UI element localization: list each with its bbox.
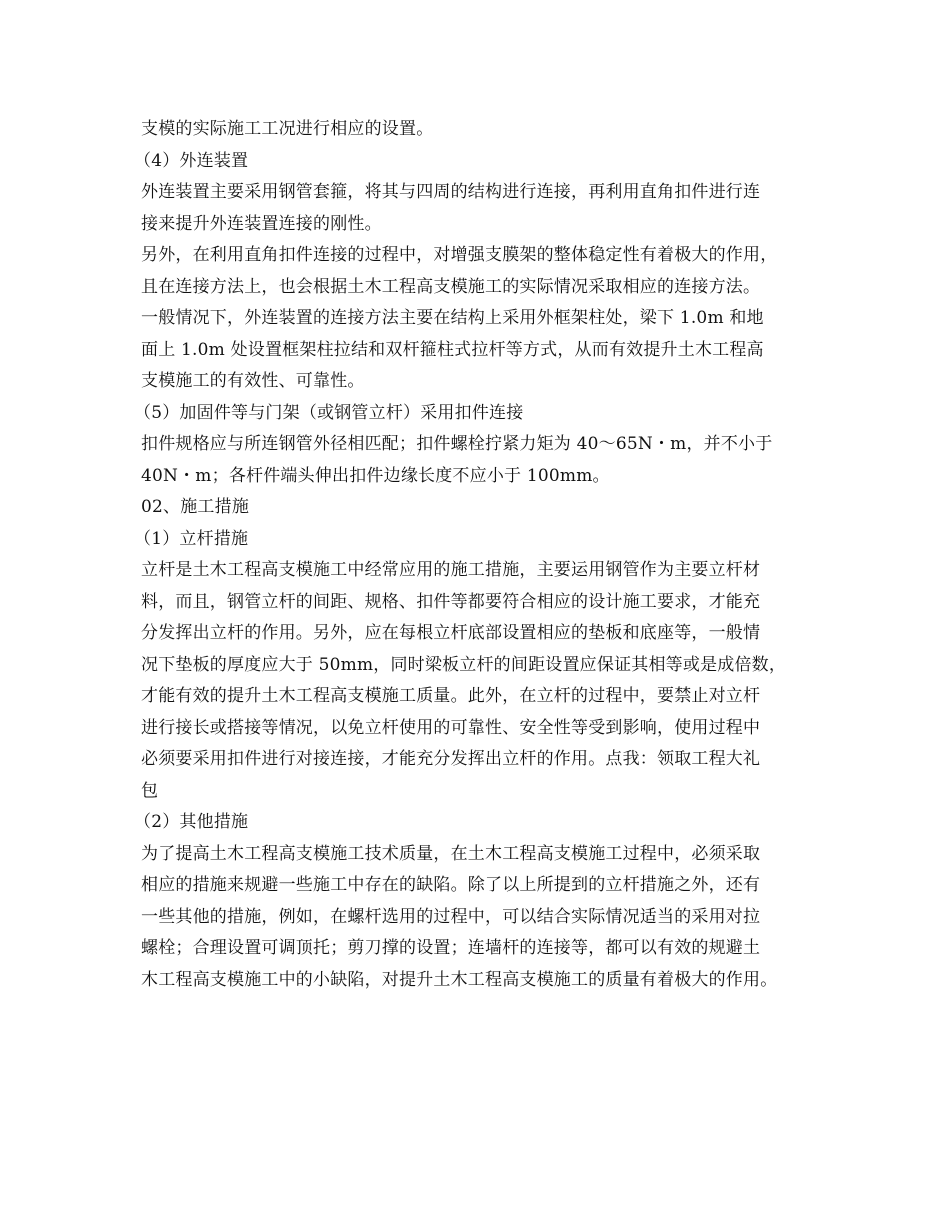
text-line: 必须要采用扣件进行对接连接，才能充分发挥出立杆的作用。点我：领取工程大礼 xyxy=(141,749,761,769)
text-line: 才能有效的提升土木工程高支模施工质量。此外，在立杆的过程中，要禁止对立杆 xyxy=(141,686,761,706)
text-line: 支模施工的有效性、可靠性。 xyxy=(141,371,365,391)
text-line: 接来提升外连装置连接的刚性。 xyxy=(141,213,382,234)
section-heading-02: 02、施工措施 xyxy=(141,497,250,517)
text-line: 另外，在利用直角扣件连接的过程中，对增强支膜架的整体稳定性有着极大的作用， xyxy=(141,245,778,265)
section-heading-5: （5）加固件等与门架（或钢管立杆）采用扣件连接 xyxy=(134,402,524,423)
text-line: 一些其他的措施，例如，在螺杆选用的过程中，可以结合实际情况适当的采用对拉 xyxy=(141,906,761,927)
text-line: 立杆是土木工程高支模施工中经常应用的施工措施，主要运用钢管作为主要立杆材 xyxy=(141,560,761,580)
text-line: 为了提高土木工程高支模施工技术质量，在土木工程高支模施工过程中，必须采取 xyxy=(141,843,761,864)
text-line: 外连装置主要采用钢管套箍，将其与四周的结构进行连接，再利用直角扣件进行连 xyxy=(141,182,761,202)
text-line: 相应的措施来规避一些施工中存在的缺陷。除了以上所提到的立杆措施之外，还有 xyxy=(141,875,761,895)
text-line: 面上 1.0m 处设置框架柱拉结和双杆箍柱式拉杆等方式，从而有效提升土木工程高 xyxy=(141,339,764,360)
text-line: 料，而且，钢管立杆的间距、规格、扣件等都要符合相应的设计施工要求，才能充 xyxy=(141,591,761,612)
section-heading-2: （2）其他措施 xyxy=(134,812,249,832)
text-line: 木工程高支模施工中的小缺陷，对提升土木工程高支模施工的质量有着极大的作用。 xyxy=(141,969,778,990)
text-line: 一般情况下，外连装置的连接方法主要在结构上采用外框架柱处，梁下 1.0m 和地 xyxy=(141,308,764,328)
text-line: 进行接长或搭接等情况，以免立杆使用的可靠性、安全性等受到影响，使用过程中 xyxy=(141,717,761,738)
text-line: 支模的实际施工工况进行相应的设置。 xyxy=(141,119,434,139)
text-line: 扣件规格应与所连钢管外径相匹配；扣件螺栓拧紧力矩为 40～65N・m，并不小于 xyxy=(141,434,773,454)
text-line: 40N・m；各杆件端头伸出扣件边缘长度不应小于 100mm。 xyxy=(141,465,610,486)
text-line: 包 xyxy=(141,780,159,801)
text-line: 且在连接方法上，也会根据土木工程高支模施工的实际情况采取相应的连接方法。 xyxy=(141,276,761,297)
text-line: 况下垫板的厚度应大于 50mm，同时梁板立杆的间距设置应保证其相等或是成倍数， xyxy=(141,654,787,675)
document-body xyxy=(134,114,821,996)
text-line: 分发挥出立杆的作用。另外，应在每根立杆底部设置相应的垫板和底座等，一般情 xyxy=(141,623,761,643)
section-heading-1: （1）立杆措施 xyxy=(134,528,249,549)
section-heading-4: （4）外连装置 xyxy=(134,150,249,171)
text-line: 螺栓；合理设置可调顶托；剪刀撑的设置；连墙杆的连接等，都可以有效的规避土 xyxy=(141,938,761,958)
